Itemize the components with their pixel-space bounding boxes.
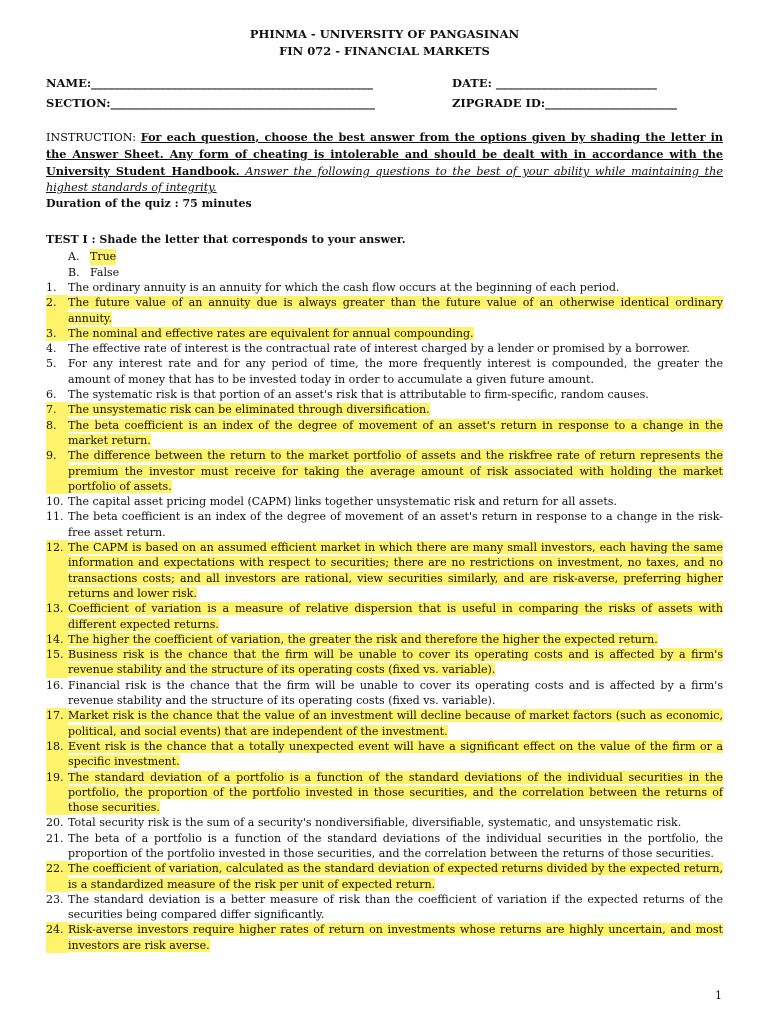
question-text — [68, 509, 723, 540]
question-number: 6. — [46, 388, 57, 402]
option-text: True — [90, 250, 117, 263]
question-item — [46, 647, 723, 678]
question-text-content: Total security risk is the sum of a security's nondiversifiable, diversifiable, systematic, and unsystematic risk. — [68, 816, 682, 830]
option-letter: B. — [68, 265, 80, 279]
question-text — [68, 647, 723, 678]
question-text — [68, 739, 723, 770]
document-header — [46, 26, 723, 60]
question-item — [46, 280, 723, 295]
question-text — [68, 356, 723, 387]
question-number: 18. — [46, 739, 68, 770]
question-number: 19. — [46, 770, 68, 816]
question-text-content: The difference between the return to the market portfolio of assets and the riskfree rate of return represents the premium the investor must receive for taking the average amount of risk associated with holding the market portfolio of assets. — [68, 449, 723, 493]
quiz-duration: Duration of the quiz : 75 minutes — [46, 197, 252, 210]
page-number: 1 — [715, 989, 722, 1002]
question-text — [68, 708, 723, 739]
question-text — [68, 831, 723, 862]
question-number: 15. — [46, 647, 68, 678]
question-number: 3. — [46, 326, 68, 341]
question-text-content: Financial risk is the chance that the firm will be unable to cover its operating costs and is affected by a firm's revenue stability and the structure of its operating costs (fixed vs. variable). — [68, 678, 723, 708]
question-item — [46, 770, 723, 816]
question-text — [68, 601, 723, 632]
test-title: TEST I : Shade the letter that corresponds to your answer. — [46, 233, 406, 246]
question-text-content: For any interest rate and for any period of time, the more frequently interest is compounded, the greater the amount of money that has to be invested today in order to accumulate a given future amount. — [68, 357, 723, 386]
question-item — [46, 861, 723, 892]
question-text-content: The beta coefficient is an index of the degree of movement of an asset's return in response to a change in the risk-free asset return. — [68, 510, 723, 539]
question-text-content: Event risk is the chance that a totally unexpected event will have a significant effect on the value of the firm or a specific investment. — [68, 739, 723, 769]
question-item — [46, 739, 723, 770]
question-text — [68, 341, 723, 356]
question-number: 7. — [46, 402, 68, 417]
question-text-content: The ordinary annuity is an annuity for which the cash flow occurs at the beginning of each period. — [68, 281, 620, 294]
question-text — [68, 326, 723, 341]
question-text — [68, 678, 723, 709]
question-text — [68, 494, 723, 509]
question-text — [68, 892, 723, 923]
question-number: 21. — [46, 831, 64, 845]
question-text-content: The future value of an annuity due is always greater than the future value of an otherwise identical ordinary annuity. — [68, 296, 723, 325]
question-number: 2. — [46, 295, 68, 326]
question-number: 11. — [46, 510, 64, 524]
question-text-content: The nominal and effective rates are equivalent for annual compounding. — [68, 326, 474, 340]
question-number: 10. — [46, 495, 64, 509]
question-number: 13. — [46, 601, 68, 632]
option-text: False — [90, 265, 120, 279]
question-text-content: The CAPM is based on an assumed efficient market in which there are many small investors, each having the same information and expectations with respect to securities; there are no restrictions on investment, no taxes, and no transactions costs; and all investors are rational, view securities similarly, and are risk-averse, preferring higher returns and lower risk. — [68, 541, 723, 600]
name-field: NAME:_________________________________________________ — [46, 76, 373, 90]
question-text-content: Risk-averse investors require higher rates of return on investments whose returns are highly uncertain, and most investors are risk averse. — [68, 923, 723, 952]
question-text-content: The higher the coefficient of variation, the greater the risk and therefore the higher the expected return. — [68, 632, 658, 646]
question-text — [68, 295, 723, 326]
question-text-content: The systematic risk is that portion of an asset's risk that is attributable to firm-specific, random causes. — [68, 388, 649, 402]
question-item — [46, 509, 723, 540]
question-number: 24. — [46, 922, 68, 953]
answer-options — [46, 249, 723, 280]
question-item — [46, 448, 723, 494]
question-item — [46, 815, 723, 830]
question-item — [46, 326, 723, 341]
question-item — [46, 632, 723, 647]
question-text-content: The coefficient of variation, calculated as the standard deviation of expected returns divided by the expected return, is a standardized measure of the risk per unit of expected return. — [68, 862, 723, 891]
question-item — [46, 418, 723, 449]
question-text-content: Coefficient of variation is a measure of relative dispersion that is useful in comparing the risks of assets with different expected returns. — [68, 602, 723, 631]
question-text-content: The standard deviation of a portfolio is a function of the standard deviations of the individual securities in the portfolio, the proportion of the portfolio invested in those securities, and the correlation between the returns of those securities. — [68, 770, 723, 815]
question-text — [68, 387, 723, 402]
university-title: PHINMA - UNIVERSITY OF PANGASINAN — [249, 27, 520, 41]
question-text — [68, 418, 723, 449]
question-text — [68, 632, 723, 647]
question-number: 8. — [46, 418, 68, 449]
question-item — [46, 402, 723, 417]
question-item — [46, 601, 723, 632]
date-field: DATE: ____________________________ — [452, 76, 657, 90]
question-item — [46, 341, 723, 356]
question-text — [68, 922, 723, 953]
question-text-content: The unsystematic risk can be eliminated through diversification. — [68, 403, 430, 417]
question-item — [46, 922, 723, 953]
zipgrade-id-field: ZIPGRADE ID:_______________________ — [452, 96, 678, 110]
question-item — [46, 494, 723, 509]
question-item — [46, 540, 723, 601]
question-text — [68, 448, 723, 494]
question-number: 12. — [46, 540, 68, 601]
question-number: 14. — [46, 632, 68, 647]
option-letter: A. — [68, 250, 80, 263]
question-text — [68, 402, 723, 417]
question-text-content: Market risk is the chance that the value of an investment will decline because of market factors (such as economic, political, and social events) that are independent of the investment. — [68, 709, 723, 738]
question-item — [46, 678, 723, 709]
question-item — [46, 295, 723, 326]
question-list — [46, 280, 723, 953]
question-item — [46, 708, 723, 739]
option-b — [46, 265, 723, 281]
question-text-content: The beta of a portfolio is a function of the standard deviations of the individual securities in the portfolio, the proportion of the portfolio invested in those securities, and the correlation between the returns of those securities. — [68, 831, 723, 860]
course-title: FIN 072 - FINANCIAL MARKETS — [279, 44, 490, 58]
question-item — [46, 356, 723, 387]
question-text — [68, 861, 723, 892]
question-text — [68, 770, 723, 816]
question-number: 20. — [46, 816, 64, 830]
question-number: 1. — [46, 281, 57, 294]
question-text — [68, 815, 723, 830]
question-number: 22. — [46, 861, 68, 892]
section-field: SECTION:______________________________________________ — [46, 96, 376, 110]
question-text — [68, 540, 723, 601]
question-item — [46, 387, 723, 402]
question-text-content: The beta coefficient is an index of the degree of movement of an asset's return in response to a change in the market return. — [68, 418, 723, 447]
question-number: 4. — [46, 342, 57, 356]
question-number: 5. — [46, 357, 57, 371]
question-text-content: The effective rate of interest is the contractual rate of interest charged by a lender or promised by a borrower. — [68, 342, 690, 356]
question-number: 9. — [46, 448, 68, 494]
question-text-content: The standard deviation is a better measure of risk than the coefficient of variation if the expected returns of the securities being compared differ significantly. — [68, 892, 723, 922]
instruction-label: INSTRUCTION: — [46, 131, 141, 144]
question-number: 17. — [46, 708, 68, 739]
question-text — [68, 280, 723, 295]
question-text-content: The capital asset pricing model (CAPM) links together unsystematic risk and return for all assets. — [68, 495, 617, 509]
instruction-main: For each question, choose the best answer from the options given by shading the letter in the Answer Sheet. Any form of cheating is intolerable and should be dealt with in accordance with the University Student Handbook. — [46, 130, 723, 178]
instruction-paragraph — [46, 129, 723, 196]
question-item — [46, 892, 723, 923]
question-text-content: Business risk is the chance that the firm will be unable to cover its operating costs and is affected by a firm's revenue stability and the structure of its operating costs (fixed vs. variable). — [68, 648, 723, 677]
question-item — [46, 831, 723, 862]
question-number: 16. — [46, 678, 64, 692]
question-number: 23. — [46, 892, 64, 906]
option-a — [46, 249, 723, 265]
student-fields — [46, 73, 723, 113]
instruction-integrity: Answer the following questions to the best of your ability while maintaining the highest standards of integrity. — [46, 165, 724, 194]
